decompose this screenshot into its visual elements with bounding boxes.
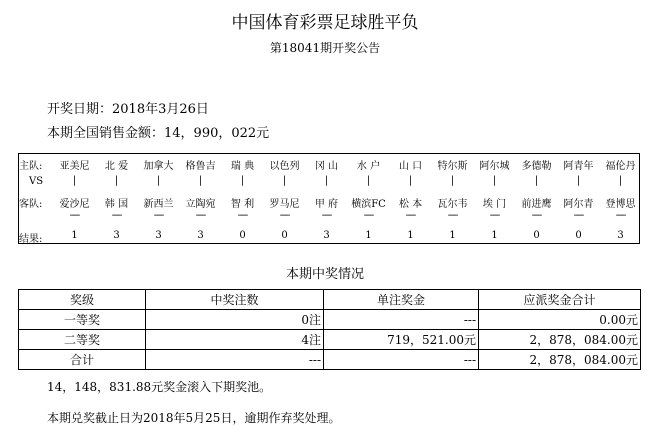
match-column — [431, 154, 474, 243]
page-title: 中国体育彩票足球胜平负 — [231, 13, 419, 33]
prize-level: 一等奖 — [19, 310, 146, 330]
vs-mark: | — [534, 175, 539, 186]
column-header: 应派奖金合计 — [479, 290, 641, 310]
home-team: 瑞 典 — [230, 161, 255, 172]
vs-mark: | — [450, 175, 455, 186]
home-row-label: 主队: — [19, 161, 43, 172]
away-team: 瓦尔韦 — [437, 199, 468, 210]
vs-mark: | — [240, 175, 245, 186]
total-prize: 2，878，084.00元 — [479, 330, 641, 350]
dash-mark: ---- — [321, 210, 332, 221]
rollover-note: 14，148，831.88元奖金滚入下期奖池。 — [47, 380, 272, 394]
dash-mark: ---- — [363, 210, 374, 221]
deadline-note: 本期兑奖截止日为2018年5月25日，逾期作弃奖处理。 — [47, 411, 341, 425]
match-result: 1 — [407, 230, 414, 241]
match-column — [95, 154, 138, 243]
dash-mark: ---- — [615, 210, 626, 221]
home-team: 亚美尼 — [59, 161, 90, 172]
match-column — [389, 154, 432, 243]
match-column — [557, 154, 600, 243]
away-team: 罗马尼 — [269, 199, 300, 210]
table-row — [19, 310, 641, 330]
total-prize: 0.00元 — [479, 310, 641, 330]
away-team: 新西兰 — [143, 199, 174, 210]
table-row — [19, 330, 641, 350]
match-result: 3 — [155, 230, 162, 241]
match-column — [515, 154, 558, 243]
vs-mark: | — [408, 175, 413, 186]
column-header: 中奖注数 — [146, 290, 324, 310]
dash-mark: ---- — [447, 210, 458, 221]
dash-mark: ---- — [279, 210, 290, 221]
vs-mark: | — [618, 175, 623, 186]
vs-mark: | — [282, 175, 287, 186]
match-result: 3 — [323, 230, 330, 241]
dash-mark: ---- — [111, 210, 122, 221]
match-result: 1 — [449, 230, 456, 241]
vs-mark: | — [156, 175, 161, 186]
match-column — [305, 154, 348, 243]
match-result: 1 — [491, 230, 498, 241]
table-row — [19, 350, 641, 370]
home-team: 多德勒 — [521, 161, 552, 172]
match-column — [221, 154, 264, 243]
issue-subtitle: 第18041期开奖公告 — [269, 41, 381, 55]
column-header: 奖级 — [19, 290, 146, 310]
match-column — [179, 154, 222, 243]
home-team: 格鲁吉 — [185, 161, 216, 172]
away-team: 横滨FC — [351, 199, 386, 210]
winner-count: --- — [146, 350, 324, 370]
home-team: 以色列 — [269, 161, 300, 172]
match-table — [18, 153, 640, 244]
away-team: 登博思 — [605, 199, 636, 210]
match-result: 0 — [575, 230, 582, 241]
match-column — [263, 154, 306, 243]
away-team: 甲 府 — [314, 199, 339, 210]
draw-date: 开奖日期：2018年3月26日 — [47, 102, 209, 117]
home-team: 福伦丹 — [605, 161, 636, 172]
prize-level: 合计 — [19, 350, 146, 370]
away-team: 前进鹰 — [521, 199, 552, 210]
vs-mark: | — [366, 175, 371, 186]
home-team: 特尔斯 — [437, 161, 468, 172]
match-column — [137, 154, 180, 243]
vs-mark: | — [492, 175, 497, 186]
vs-mark: | — [324, 175, 329, 186]
prize-heading: 本期中奖情况 — [285, 267, 364, 282]
away-team: 阿尔青 — [563, 199, 594, 210]
prize-table — [18, 289, 641, 370]
home-team: 水 户 — [356, 161, 381, 172]
dash-mark: ---- — [489, 210, 500, 221]
column-header: 单注奖金 — [324, 290, 479, 310]
vs-mark: | — [114, 175, 119, 186]
match-column — [347, 154, 390, 243]
dash-mark: ---- — [531, 210, 542, 221]
away-team: 埃 门 — [482, 199, 507, 210]
home-team: 冈 山 — [314, 161, 339, 172]
match-result: 1 — [71, 230, 78, 241]
match-column — [473, 154, 516, 243]
home-team: 北 爱 — [104, 161, 129, 172]
away-team: 韩 国 — [104, 199, 129, 210]
prize-table-header — [19, 290, 641, 310]
match-result: 3 — [197, 230, 204, 241]
single-prize: 719，521.00元 — [324, 330, 479, 350]
away-team: 爱沙尼 — [59, 199, 90, 210]
away-row-label: 客队: — [19, 199, 43, 210]
away-team: 松 本 — [398, 199, 423, 210]
prize-level: 二等奖 — [19, 330, 146, 350]
vs-mark: | — [576, 175, 581, 186]
single-prize: --- — [324, 350, 479, 370]
home-team: 阿青年 — [563, 161, 594, 172]
dash-mark: ---- — [237, 210, 248, 221]
dash-mark: ---- — [153, 210, 164, 221]
match-column — [53, 154, 96, 243]
result-row-label: 结果: — [19, 234, 43, 245]
total-prize: 2，878，084.00元 — [479, 350, 641, 370]
match-result: 3 — [113, 230, 120, 241]
match-result: 3 — [617, 230, 624, 241]
vs-mark: | — [72, 175, 77, 186]
away-team: 立陶宛 — [185, 199, 216, 210]
dash-mark: ---- — [405, 210, 416, 221]
match-column — [599, 154, 642, 243]
match-result: 0 — [281, 230, 288, 241]
sales-amount: 本期全国销售金额：14，990，022元 — [47, 126, 270, 141]
home-team: 加拿大 — [143, 161, 174, 172]
home-team: 山 口 — [398, 161, 423, 172]
vs-mark: | — [198, 175, 203, 186]
match-result: 1 — [365, 230, 372, 241]
winner-count: 0注 — [146, 310, 324, 330]
vs-row-label: VS — [29, 176, 44, 187]
home-team: 阿尔城 — [479, 161, 510, 172]
single-prize: --- — [324, 310, 479, 330]
winner-count: 4注 — [146, 330, 324, 350]
match-result: 0 — [239, 230, 246, 241]
match-result: 0 — [533, 230, 540, 241]
dash-mark: ---- — [195, 210, 206, 221]
away-team: 智 利 — [230, 199, 255, 210]
dash-mark: ---- — [69, 210, 80, 221]
dash-mark: ---- — [573, 210, 584, 221]
